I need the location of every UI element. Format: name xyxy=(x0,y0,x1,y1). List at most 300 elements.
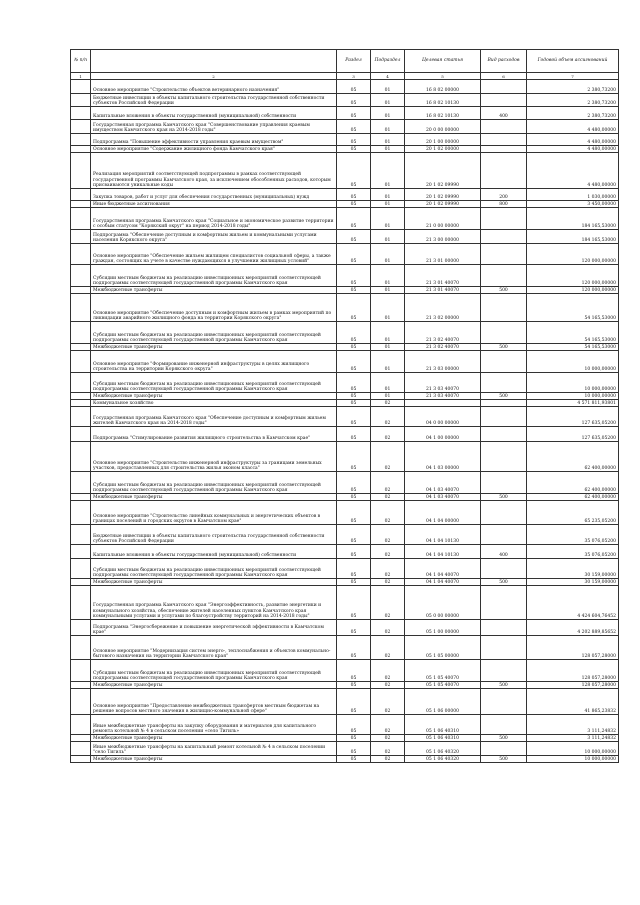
row-target-article-cell: 04 1 04 10130 xyxy=(405,545,481,559)
row-target-article-cell: 05 1 00 00000 xyxy=(405,620,481,636)
row-amount-cell: 30 159,00000 xyxy=(527,559,619,579)
row-name-cell: Основное мероприятие "Формирование инженерной инфраструктуры в целях жилищного строительства на территории Корякского округа" xyxy=(91,351,337,373)
row-name-cell: Межбюджетные трансферты xyxy=(91,393,337,400)
row-number-cell xyxy=(71,265,91,287)
row-expense-type-cell xyxy=(481,715,527,735)
row-target-article-cell: 05 1 06 40310 xyxy=(405,735,481,742)
row-amount-cell: 2 380,73200 xyxy=(527,94,619,107)
row-target-article-cell: 21 3 03 40070 xyxy=(405,373,481,393)
row-razdel-cell: 05 xyxy=(337,265,371,287)
row-podrazdel-cell: 02 xyxy=(371,579,405,586)
row-expense-type-cell: 500 xyxy=(481,756,527,763)
row-expense-type-cell xyxy=(481,351,527,373)
table-row xyxy=(71,230,619,244)
table-row xyxy=(71,735,619,742)
row-target-article-cell: 04 1 04 10130 xyxy=(405,525,481,545)
row-razdel-cell: 05 xyxy=(337,427,371,442)
row-number-cell xyxy=(71,322,91,344)
row-razdel-cell: 05 xyxy=(337,244,371,265)
row-number-cell xyxy=(71,230,91,244)
row-name-cell: Субсидии местным бюджетам на реализацию инвестиционных мероприятий соответствующей подпрограммы соответствующей государственной программы Камчатского края xyxy=(91,373,337,393)
row-name-cell: Основное мероприятие "Строительство объектов ветеринарного назначения" xyxy=(91,80,337,94)
row-target-article-cell: 21 3 01 40070 xyxy=(405,265,481,287)
row-expense-type-cell xyxy=(481,294,527,322)
table-row xyxy=(71,373,619,393)
row-expense-type-cell xyxy=(481,559,527,579)
row-podrazdel-cell: 01 xyxy=(371,94,405,107)
row-target-article-cell: 05 1 06 00000 xyxy=(405,689,481,715)
row-name-cell: Бюджетные инвестиции в объекты капитального строительства государственной собственности субъектов Российской Федерации xyxy=(91,94,337,107)
row-podrazdel-cell: 02 xyxy=(371,689,405,715)
row-target-article-cell: 21 3 02 40070 xyxy=(405,344,481,351)
row-expense-type-cell: 500 xyxy=(481,344,527,351)
row-expense-type-cell: 500 xyxy=(481,735,527,742)
row-name-cell: Капитальные вложения в объекты государственной (муниципальной) собственности xyxy=(91,545,337,559)
row-podrazdel-cell: 01 xyxy=(371,322,405,344)
row-podrazdel-cell: 02 xyxy=(371,407,405,427)
row-razdel-cell: 05 xyxy=(337,134,371,146)
row-razdel-cell: 05 xyxy=(337,153,371,189)
row-number-cell xyxy=(71,400,91,407)
row-number-cell xyxy=(71,636,91,660)
row-expense-type-cell: 400 xyxy=(481,107,527,120)
row-name-cell: Подпрограмма "Повышение эффективности управления краевым имуществом" xyxy=(91,134,337,146)
row-podrazdel-cell: 02 xyxy=(371,756,405,763)
table-row xyxy=(71,265,619,287)
row-number-cell xyxy=(71,94,91,107)
row-name-cell: Иные бюджетные ассигнования xyxy=(91,201,337,208)
row-podrazdel-cell: 02 xyxy=(371,545,405,559)
row-amount-cell: 3 111,24832 xyxy=(527,715,619,735)
row-name-cell: Бюджетные инвестиции в объекты капитального строительства государственной собственности субъектов Российской Федерации xyxy=(91,525,337,545)
row-name-cell: Субсидии местным бюджетам на реализацию инвестиционных мероприятий соответствующей подпрограммы соответствующей государственной программы Камчатского края xyxy=(91,559,337,579)
row-amount-cell: 120 000,00000 xyxy=(527,287,619,294)
row-expense-type-cell xyxy=(481,501,527,525)
row-target-article-cell: 05 1 05 00000 xyxy=(405,636,481,660)
header-expense-type: Вид расходов xyxy=(481,50,527,73)
row-razdel-cell: 05 xyxy=(337,545,371,559)
row-podrazdel-cell: 02 xyxy=(371,735,405,742)
row-name-cell: Межбюджетные трансферты xyxy=(91,344,337,351)
row-number-cell xyxy=(71,294,91,322)
row-number-cell xyxy=(71,579,91,586)
row-target-article-cell: 20 1 00 00000 xyxy=(405,134,481,146)
row-name-cell: Основное мероприятие "Содержание жилищного фонда Камчатского края" xyxy=(91,146,337,153)
row-target-article-cell: 21 3 01 00000 xyxy=(405,244,481,265)
row-razdel-cell: 05 xyxy=(337,472,371,494)
row-amount-cell: 3 111,24832 xyxy=(527,735,619,742)
row-name-cell: Основное мероприятие "Строительство инженерной инфраструктуры за границами земельных участков, предоставленных для строительства жилья эконом класса" xyxy=(91,442,337,472)
row-name-cell: Иные межбюджетные трансферты на капитальный ремонт котельной № 4 в сельском поселении "село Тигиль" xyxy=(91,742,337,756)
row-name-cell: Подпрограмма "Стимулирование развития жилищного строительства в Камчатском крае" xyxy=(91,427,337,442)
row-number-cell xyxy=(71,586,91,620)
row-name-cell: Закупка товаров, работ и услуг для обеспечения государственных (муниципальных) нужд xyxy=(91,189,337,201)
row-number-cell xyxy=(71,682,91,689)
row-name-cell: Основное мероприятие "Предоставление межбюджетных трансфертов местным бюджетам на решение вопросов местного значения в жилищно-коммунальной сфере" xyxy=(91,689,337,715)
row-razdel-cell: 05 xyxy=(337,579,371,586)
row-expense-type-cell xyxy=(481,80,527,94)
row-number-cell xyxy=(71,351,91,373)
row-razdel-cell: 05 xyxy=(337,208,371,230)
row-expense-type-cell xyxy=(481,230,527,244)
row-amount-cell: 184 165,53000 xyxy=(527,208,619,230)
row-name-cell: Субсидии местным бюджетам на реализацию инвестиционных мероприятий соответствующей подпрограммы соответствующей государственной программы Камчатского края xyxy=(91,472,337,494)
row-podrazdel-cell: 01 xyxy=(371,120,405,134)
header-razdel: Раздел xyxy=(337,50,371,73)
row-amount-cell: 10 000,00000 xyxy=(527,373,619,393)
row-expense-type-cell xyxy=(481,472,527,494)
table-row xyxy=(71,472,619,494)
row-razdel-cell: 05 xyxy=(337,715,371,735)
row-razdel-cell: 05 xyxy=(337,146,371,153)
row-target-article-cell: 04 1 04 00000 xyxy=(405,501,481,525)
table-row xyxy=(71,189,619,201)
row-name-cell: Субсидии местным бюджетам на реализацию инвестиционных мероприятий соответствующей подпрограммы соответствующей государственной программы Камчатского края xyxy=(91,265,337,287)
row-razdel-cell: 05 xyxy=(337,501,371,525)
table-row xyxy=(71,400,619,407)
row-razdel-cell: 05 xyxy=(337,620,371,636)
table-row xyxy=(71,525,619,545)
row-number-cell xyxy=(71,472,91,494)
row-expense-type-cell xyxy=(481,153,527,189)
row-number-cell xyxy=(71,442,91,472)
row-amount-cell: 4 424 604,76452 xyxy=(527,586,619,620)
row-number-cell xyxy=(71,208,91,230)
table-row xyxy=(71,586,619,620)
row-razdel-cell: 05 xyxy=(337,287,371,294)
table-row xyxy=(71,287,619,294)
row-expense-type-cell: 400 xyxy=(481,545,527,559)
row-target-article-cell: 05 1 05 40070 xyxy=(405,660,481,682)
row-name-cell: Межбюджетные трансферты xyxy=(91,579,337,586)
table-row xyxy=(71,545,619,559)
row-number-cell xyxy=(71,287,91,294)
row-expense-type-cell: 200 xyxy=(481,189,527,201)
table-row xyxy=(71,620,619,636)
row-razdel-cell: 05 xyxy=(337,230,371,244)
row-amount-cell: 184 165,53000 xyxy=(527,230,619,244)
row-expense-type-cell: 500 xyxy=(481,287,527,294)
row-podrazdel-cell: 01 xyxy=(371,134,405,146)
row-target-article-cell: 04 0 00 00000 xyxy=(405,407,481,427)
row-razdel-cell: 05 xyxy=(337,586,371,620)
row-razdel-cell: 05 xyxy=(337,373,371,393)
row-number-cell xyxy=(71,501,91,525)
row-podrazdel-cell: 02 xyxy=(371,559,405,579)
table-row xyxy=(71,715,619,735)
column-number: 6 xyxy=(481,73,527,80)
row-razdel-cell: 05 xyxy=(337,494,371,501)
row-podrazdel-cell: 02 xyxy=(371,472,405,494)
row-name-cell: Субсидии местным бюджетам на реализацию инвестиционных мероприятий соответствующей подпрограммы соответствующей государственной программы Камчатского края xyxy=(91,322,337,344)
row-number-cell xyxy=(71,146,91,153)
column-number: 7 xyxy=(527,73,619,80)
row-amount-cell: 54 165,53000 xyxy=(527,322,619,344)
table-row xyxy=(71,660,619,682)
row-amount-cell: 35 076,05200 xyxy=(527,525,619,545)
row-name-cell: Государственная программа Камчатского края "Социальное и экономическое развитие территории с особым статусом "Корякский округ" на период 2014-2018 годы" xyxy=(91,208,337,230)
row-razdel-cell: 05 xyxy=(337,442,371,472)
row-target-article-cell: 04 1 03 00000 xyxy=(405,442,481,472)
table-row xyxy=(71,294,619,322)
row-podrazdel-cell: 01 xyxy=(371,107,405,120)
row-amount-cell: 128 057,28000 xyxy=(527,682,619,689)
row-number-cell xyxy=(71,756,91,763)
table-row xyxy=(71,407,619,427)
row-amount-cell: 65 235,05200 xyxy=(527,501,619,525)
row-podrazdel-cell: 01 xyxy=(371,230,405,244)
row-podrazdel-cell: 02 xyxy=(371,742,405,756)
row-podrazdel-cell: 02 xyxy=(371,442,405,472)
row-expense-type-cell xyxy=(481,208,527,230)
table-row xyxy=(71,80,619,94)
row-podrazdel-cell: 01 xyxy=(371,208,405,230)
row-number-cell xyxy=(71,344,91,351)
row-podrazdel-cell: 01 xyxy=(371,146,405,153)
table-row xyxy=(71,742,619,756)
column-number: 4 xyxy=(371,73,405,80)
row-amount-cell: 120 000,00000 xyxy=(527,244,619,265)
row-target-article-cell: 04 1 03 40070 xyxy=(405,494,481,501)
row-number-cell xyxy=(71,189,91,201)
row-podrazdel-cell: 02 xyxy=(371,525,405,545)
row-razdel-cell: 05 xyxy=(337,756,371,763)
row-amount-cell: 10 000,00000 xyxy=(527,351,619,373)
row-expense-type-cell: 500 xyxy=(481,494,527,501)
row-expense-type-cell xyxy=(481,400,527,407)
row-target-article-cell: 20 1 02 09990 xyxy=(405,201,481,208)
row-target-article-cell: 05 1 06 40320 xyxy=(405,756,481,763)
row-target-article-cell: 21 3 03 00000 xyxy=(405,351,481,373)
row-amount-cell: 62 400,00000 xyxy=(527,442,619,472)
row-target-article-cell: 20 0 00 00000 xyxy=(405,120,481,134)
row-number-cell xyxy=(71,715,91,735)
row-target-article-cell: 20 1 02 00000 xyxy=(405,146,481,153)
table-row xyxy=(71,134,619,146)
row-expense-type-cell: 500 xyxy=(481,393,527,400)
row-target-article-cell: 04 1 04 40070 xyxy=(405,559,481,579)
row-amount-cell: 4 480,00000 xyxy=(527,134,619,146)
table-row xyxy=(71,682,619,689)
row-amount-cell: 4 480,00000 xyxy=(527,120,619,134)
table-row xyxy=(71,120,619,134)
row-podrazdel-cell: 02 xyxy=(371,586,405,620)
row-name-cell: Государственная программа Камчатского края "Совершенствование управления краевым имуществом Камчатского края на 2014-2018 годы" xyxy=(91,120,337,134)
row-name-cell: Подпрограмма "Энергосбережение и повышение энергетической эффективности в Камчатском крае" xyxy=(91,620,337,636)
row-amount-cell: 120 000,00000 xyxy=(527,265,619,287)
row-number-cell xyxy=(71,660,91,682)
row-target-article-cell: 05 1 06 40310 xyxy=(405,715,481,735)
header-row xyxy=(71,50,619,73)
row-name-cell: Коммунальное хозяйство xyxy=(91,400,337,407)
row-expense-type-cell: 500 xyxy=(481,682,527,689)
row-razdel-cell: 05 xyxy=(337,94,371,107)
row-name-cell: Межбюджетные трансферты xyxy=(91,735,337,742)
row-number-cell xyxy=(71,494,91,501)
row-name-cell: Реализация мероприятий соответствующей подпрограммы в рамках соответствующей государственной программы Камчатского края, за исключением обособленных расходов, которым присваиваются уникальные коды xyxy=(91,153,337,189)
row-podrazdel-cell: 01 xyxy=(371,373,405,393)
row-razdel-cell: 05 xyxy=(337,107,371,120)
row-podrazdel-cell: 02 xyxy=(371,636,405,660)
row-amount-cell: 127 635,05200 xyxy=(527,427,619,442)
row-name-cell: Основное мероприятие "Обеспечение жильем жилищем специалистов социальной сферы, а также граждан, состоящих на учете в качестве нуждающихся в улучшении жилищных условий" xyxy=(91,244,337,265)
row-amount-cell: 2 380,73200 xyxy=(527,80,619,94)
table-row xyxy=(71,146,619,153)
row-number-cell xyxy=(71,559,91,579)
row-amount-cell: 41 865,23832 xyxy=(527,689,619,715)
row-razdel-cell: 05 xyxy=(337,351,371,373)
row-name-cell: Государственная программа Камчатского края "Энергоэффективность, развитие энергетики и коммунального хозяйства, обеспечение жителей населенных пунктов Камчатского края коммунальными услугами и услугами по благоустройству территорий на 2014-2018 годы" xyxy=(91,586,337,620)
row-target-article-cell: 20 1 02 09990 xyxy=(405,153,481,189)
row-target-article-cell: 21 3 01 40070 xyxy=(405,287,481,294)
table-row xyxy=(71,393,619,400)
column-number: 5 xyxy=(405,73,481,80)
row-expense-type-cell: 500 xyxy=(481,579,527,586)
header-target-article: Целевая статья xyxy=(405,50,481,73)
column-number-row xyxy=(71,73,619,80)
row-podrazdel-cell: 02 xyxy=(371,501,405,525)
row-number-cell xyxy=(71,244,91,265)
table-body xyxy=(71,80,619,763)
table-row xyxy=(71,756,619,763)
row-amount-cell: 2 380,73200 xyxy=(527,107,619,120)
table-row xyxy=(71,427,619,442)
row-razdel-cell: 05 xyxy=(337,735,371,742)
row-amount-cell: 10 000,00000 xyxy=(527,742,619,756)
row-razdel-cell: 05 xyxy=(337,189,371,201)
row-expense-type-cell xyxy=(481,525,527,545)
row-amount-cell: 127 635,05200 xyxy=(527,407,619,427)
row-podrazdel-cell: 02 xyxy=(371,682,405,689)
row-amount-cell: 10 000,00000 xyxy=(527,393,619,400)
table-row xyxy=(71,636,619,660)
row-podrazdel-cell: 01 xyxy=(371,201,405,208)
row-expense-type-cell xyxy=(481,742,527,756)
row-expense-type-cell xyxy=(481,120,527,134)
row-amount-cell: 4 480,00000 xyxy=(527,153,619,189)
row-target-article-cell: 16 8 02 10130 xyxy=(405,107,481,120)
table-row xyxy=(71,322,619,344)
table-row xyxy=(71,689,619,715)
row-amount-cell: 10 000,00000 xyxy=(527,756,619,763)
row-razdel-cell: 05 xyxy=(337,393,371,400)
row-name-cell: Иные межбюджетные трансферты на закупку оборудования и материалов для капитального ремонта котельной № 4 в сельском поселении «село Тигиль» xyxy=(91,715,337,735)
row-target-article-cell: 04 1 03 40070 xyxy=(405,472,481,494)
table-row xyxy=(71,579,619,586)
row-number-cell xyxy=(71,201,91,208)
row-razdel-cell: 05 xyxy=(337,407,371,427)
row-razdel-cell: 05 xyxy=(337,400,371,407)
row-expense-type-cell xyxy=(481,660,527,682)
row-target-article-cell: 04 1 00 00000 xyxy=(405,427,481,442)
header-number: № п/п xyxy=(71,50,91,73)
header-podrazdel: Подраздел xyxy=(371,50,405,73)
row-target-article-cell: 20 1 02 09990 xyxy=(405,189,481,201)
row-razdel-cell: 05 xyxy=(337,120,371,134)
row-razdel-cell: 05 xyxy=(337,559,371,579)
row-number-cell xyxy=(71,742,91,756)
row-amount-cell: 4 571 811,93801 xyxy=(527,400,619,407)
row-name-cell: Основное мероприятие "Обеспечение доступным и комфортным жильем в рамках мероприятий по ликвидации аварийного жилищного фонда на территории Корякского округа" xyxy=(91,294,337,322)
row-number-cell xyxy=(71,134,91,146)
row-expense-type-cell xyxy=(481,636,527,660)
row-target-article-cell: 16 8 02 10130 xyxy=(405,94,481,107)
row-expense-type-cell xyxy=(481,586,527,620)
row-razdel-cell: 05 xyxy=(337,201,371,208)
row-razdel-cell: 05 xyxy=(337,344,371,351)
row-expense-type-cell xyxy=(481,146,527,153)
table-row xyxy=(71,244,619,265)
row-amount-cell: 1 030,00000 xyxy=(527,189,619,201)
row-podrazdel-cell: 01 xyxy=(371,393,405,400)
row-target-article-cell: 21 3 02 00000 xyxy=(405,294,481,322)
row-target-article-cell: 21 3 00 00000 xyxy=(405,230,481,244)
table-row xyxy=(71,501,619,525)
row-number-cell xyxy=(71,545,91,559)
row-podrazdel-cell: 02 xyxy=(371,715,405,735)
row-name-cell: Государственная программа Камчатского края "Обеспечение доступным и комфортным жильем жителей Камчатского края на 2014-2018 годы" xyxy=(91,407,337,427)
row-target-article-cell: 21 3 03 40070 xyxy=(405,393,481,400)
row-amount-cell: 128 057,28000 xyxy=(527,660,619,682)
row-razdel-cell: 05 xyxy=(337,742,371,756)
row-name-cell: Основное мероприятие "Строительство линейных коммунальных и энергетических объектов в границах поселений и городских округов в Камчатском крае" xyxy=(91,501,337,525)
row-amount-cell: 3 450,00000 xyxy=(527,201,619,208)
row-expense-type-cell xyxy=(481,620,527,636)
row-amount-cell: 54 165,53000 xyxy=(527,344,619,351)
row-podrazdel-cell: 01 xyxy=(371,265,405,287)
row-amount-cell: 54 165,53000 xyxy=(527,294,619,322)
row-razdel-cell: 05 xyxy=(337,660,371,682)
row-razdel-cell: 05 xyxy=(337,294,371,322)
row-expense-type-cell: 800 xyxy=(481,201,527,208)
row-amount-cell: 128 057,28000 xyxy=(527,636,619,660)
row-amount-cell: 62 400,00000 xyxy=(527,472,619,494)
row-podrazdel-cell: 01 xyxy=(371,153,405,189)
row-podrazdel-cell: 01 xyxy=(371,344,405,351)
table-row xyxy=(71,153,619,189)
row-name-cell: Субсидии местным бюджетам на реализацию инвестиционных мероприятий соответствующей подпрограммы соответствующей государственной программы Камчатского края xyxy=(91,660,337,682)
row-razdel-cell: 05 xyxy=(337,682,371,689)
row-number-cell xyxy=(71,120,91,134)
row-podrazdel-cell: 02 xyxy=(371,494,405,501)
row-podrazdel-cell: 02 xyxy=(371,620,405,636)
row-target-article-cell: 05 1 05 40070 xyxy=(405,682,481,689)
row-expense-type-cell xyxy=(481,442,527,472)
table-row xyxy=(71,107,619,120)
row-target-article-cell: 21 3 02 40070 xyxy=(405,322,481,344)
table-row xyxy=(71,559,619,579)
row-target-article-cell: 21 0 00 00000 xyxy=(405,208,481,230)
row-podrazdel-cell: 01 xyxy=(371,80,405,94)
row-target-article-cell: 04 1 04 40070 xyxy=(405,579,481,586)
row-podrazdel-cell: 01 xyxy=(371,244,405,265)
row-number-cell xyxy=(71,107,91,120)
row-amount-cell: 4 480,00000 xyxy=(527,146,619,153)
row-number-cell xyxy=(71,80,91,94)
row-number-cell xyxy=(71,393,91,400)
row-number-cell xyxy=(71,620,91,636)
row-amount-cell: 35 076,05200 xyxy=(527,545,619,559)
row-name-cell: Межбюджетные трансферты xyxy=(91,756,337,763)
table-row xyxy=(71,94,619,107)
row-expense-type-cell xyxy=(481,407,527,427)
row-expense-type-cell xyxy=(481,265,527,287)
row-number-cell xyxy=(71,735,91,742)
row-expense-type-cell xyxy=(481,322,527,344)
row-number-cell xyxy=(71,427,91,442)
row-name-cell: Основное мероприятие "Модернизация систем энерго-, теплоснабжения и объектов коммунально-бытового назначения на территории Камчатского края" xyxy=(91,636,337,660)
table-row xyxy=(71,351,619,373)
